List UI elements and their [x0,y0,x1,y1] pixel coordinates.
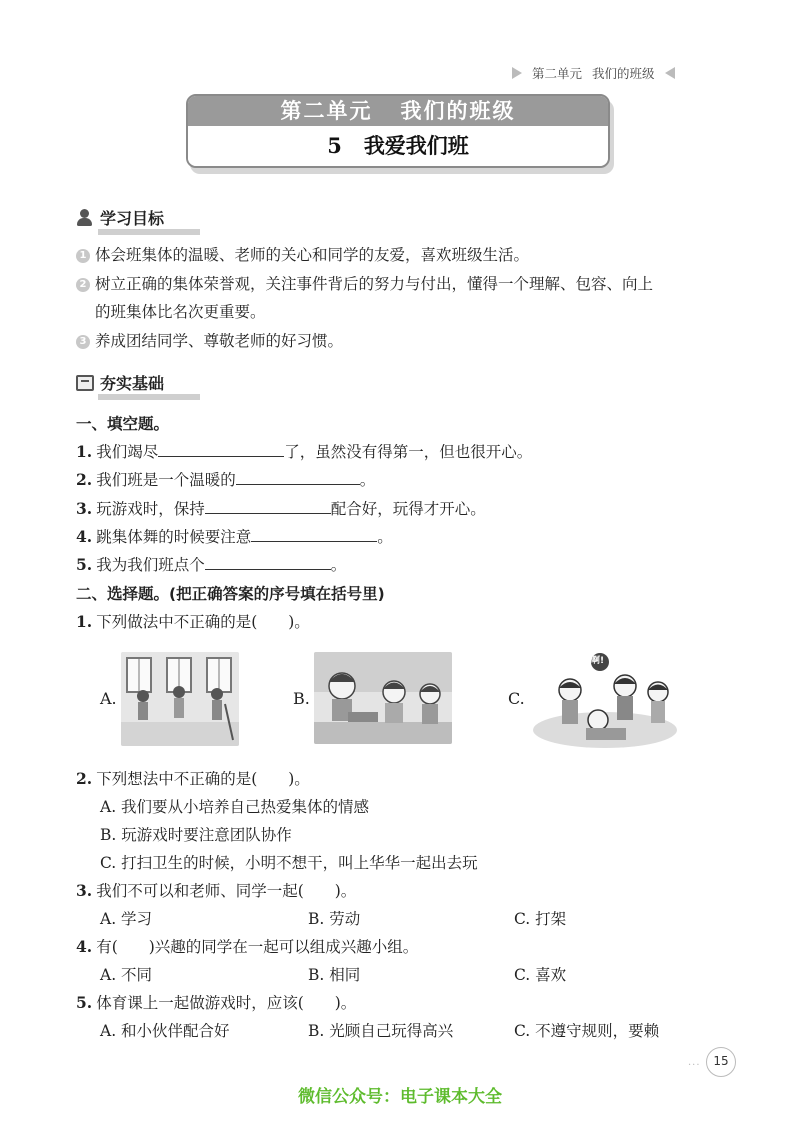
unit-banner [188,96,608,126]
book-icon [76,375,94,391]
goal-text: 的班集体比名次更重要。 [95,303,266,321]
classroom-cleaning-image[interactable] [121,652,239,746]
choice-option[interactable]: C. 喜欢 [514,966,567,984]
option-a-label[interactable]: A. [100,689,117,708]
choice-option[interactable]: B. 相同 [308,966,361,984]
goal-number: 1 [76,249,90,263]
part1-heading: 一、填空题。 [76,415,170,433]
goal-text: 养成团结同学、尊敬老师的好习惯。 [95,332,344,350]
answer-blank[interactable] [205,555,331,570]
choice-question: 5. 体育课上一起做游戏时，应该( )。 [76,993,357,1012]
goal-text: 体会班集体的温暖、老师的关心和同学的友爱，喜欢班级生活。 [95,246,530,264]
fill-question: 4. 跳集体舞的时候要注意 。 [76,527,393,546]
unit-label: 第二单元 [280,98,373,123]
page-number-dots: ··· [688,1060,701,1071]
choice-option[interactable]: A. 我们要从小培养自己热爱集体的情感 [100,798,370,816]
header-unit-name: 我们的班级 [592,66,655,81]
basics-heading [76,371,164,394]
lesson-title-box [186,94,610,168]
answer-blank[interactable] [158,442,284,457]
watermark: 微信公众号：电子课本大全 [298,1087,502,1107]
choice-option[interactable]: C. 不遵守规则，要赖 [514,1022,660,1040]
goal-text: 树立正确的集体荣誉观，关注事件背后的努力与付出，懂得一个理解、包容、向上 [95,275,654,293]
option-b-label[interactable]: B. [293,689,310,708]
choice-option[interactable]: A. 和小伙伴配合好 [100,1022,230,1040]
running-header [512,64,742,82]
children-fighting-image[interactable] [530,650,680,750]
goal-number: 2 [76,278,90,292]
choice-question: 4. 有( )兴趣的同学在一起可以组成兴趣小组。 [76,937,419,956]
basics-heading-text: 夯实基础 [100,374,165,393]
speech-bubble-text: 啊! [591,656,605,666]
fill-question: 1. 我们竭尽 了，虽然没有得第一，但也很开心。 [76,442,533,461]
fill-question: 2. 我们班是一个温暖的 。 [76,470,376,489]
choice-question: 1. 下列做法中不正确的是( )。 [76,612,310,631]
header-unit-label: 第二单元 [532,66,583,81]
lesson-banner [188,126,608,166]
answer-blank[interactable] [205,499,331,514]
choice-option[interactable]: C. 打扫卫生的时候，小明不想干，叫上华华一起出去玩 [100,854,478,872]
goal-number: 3 [76,335,90,349]
triangle-left-icon [512,67,522,79]
answer-blank[interactable] [251,527,377,542]
goals-heading [76,206,164,229]
answer-blank[interactable] [236,470,360,485]
student-icon [76,209,94,227]
fill-question: 3. 玩游戏时，保持 配合好，玩得才开心。 [76,499,486,518]
fill-question: 5. 我为我们班点个 。 [76,555,347,574]
choice-option[interactable]: B. 玩游戏时要注意团队协作 [100,826,292,844]
unit-name: 我们的班级 [400,98,516,123]
option-c-label[interactable]: C. [508,689,525,708]
lesson-number: 5 [327,133,342,158]
choice-question: 3. 我们不可以和老师、同学一起( )。 [76,881,357,900]
page-number: 15 [706,1047,736,1077]
lesson-title: 我爱我们班 [363,133,469,158]
triangle-right-icon [665,67,675,79]
choice-option[interactable]: A. 不同 [100,966,153,984]
choice-option[interactable]: C. 打架 [514,910,567,928]
cleaning-illustration [121,652,239,746]
classroom-children-image[interactable] [314,652,452,744]
choice-question: 2. 下列想法中不正确的是( )。 [76,769,310,788]
choice-option[interactable]: B. 光顾自己玩得高兴 [308,1022,454,1040]
part2-heading: 二、选择题。(把正确答案的序号填在括号里) [76,585,385,603]
choice-option[interactable]: B. 劳动 [308,910,361,928]
choice-option[interactable]: A. 学习 [100,910,153,928]
fighting-illustration [530,650,680,750]
goals-heading-text: 学习目标 [100,209,165,228]
children-illustration [314,652,452,744]
